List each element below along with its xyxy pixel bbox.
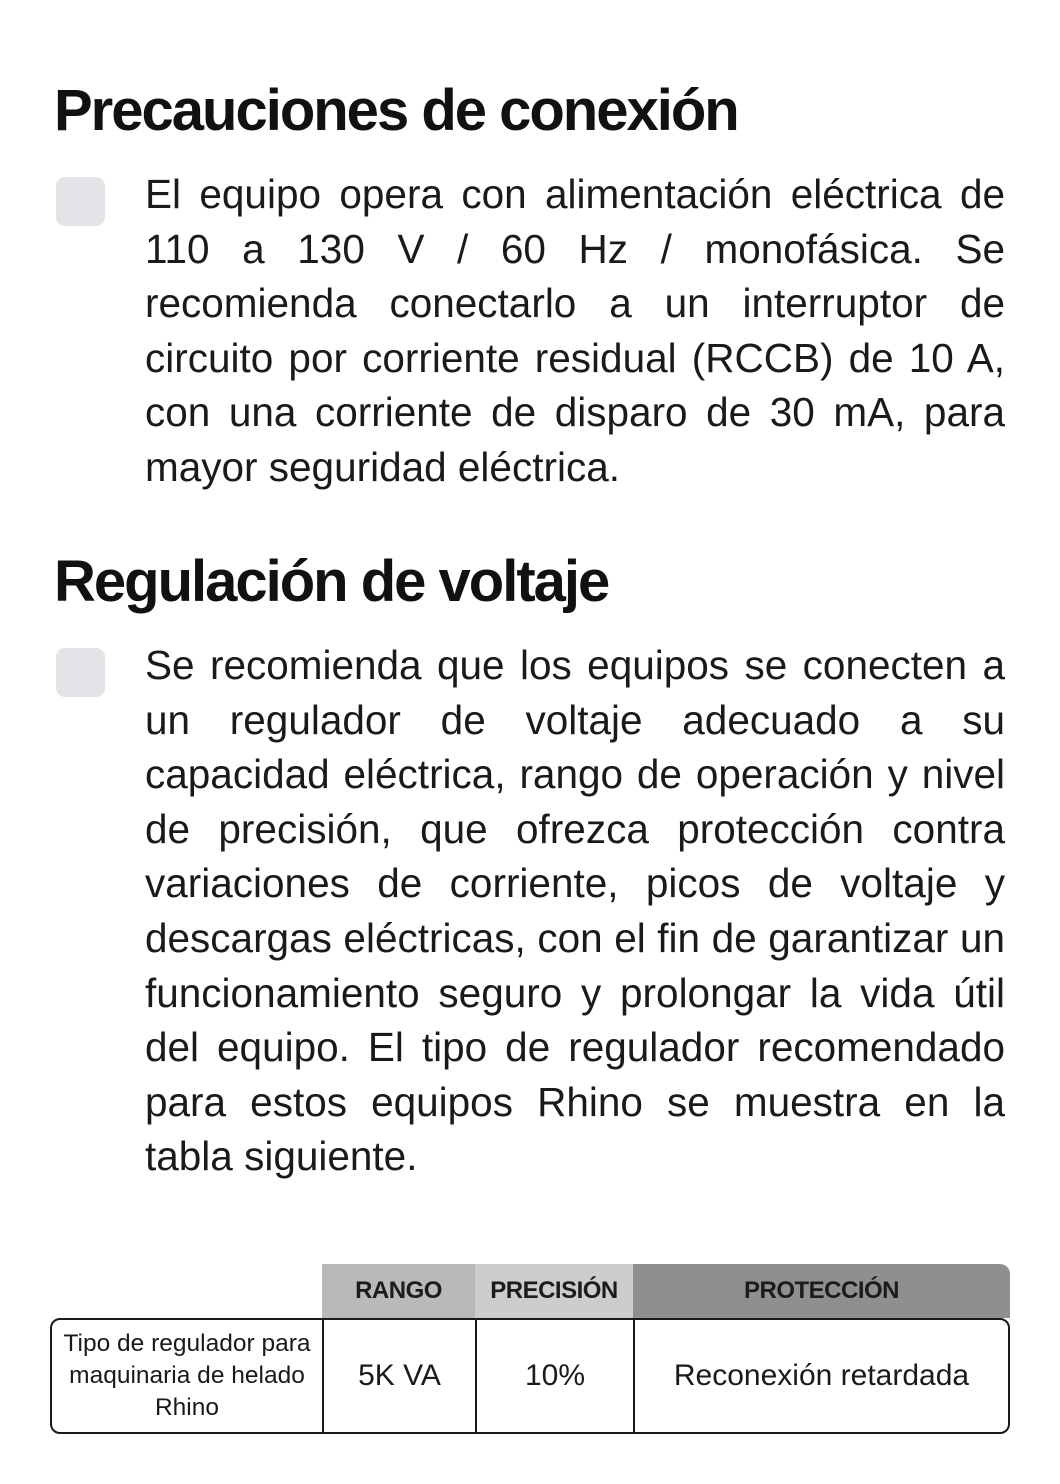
regulator-table (50, 1264, 1010, 1434)
bullet-marker (56, 177, 105, 226)
table-cell-rango: 5K VA (324, 1320, 477, 1432)
table-header-precision: PRECISIÓN (475, 1264, 633, 1318)
bullet-marker (56, 648, 105, 697)
table-header-rango: RANGO (322, 1264, 475, 1318)
section-body-conexion: El equipo opera con alimentación eléctrica de 110 a 130 V / 60 Hz / monofásica. Se recomienda conectarlo a un interruptor de circuito por corriente residual (RCCB) de 10 A, con una corriente de disparo de 30 mA, para mayor seguridad eléctrica. (145, 171, 1005, 490)
section-heading-conexion: Precauciones de conexión (54, 78, 738, 143)
table-cell-label: Tipo de regulador para maquinaria de helado Rhino (52, 1320, 324, 1432)
section-body-regulacion: Se recomienda que los equipos se conecten a un regulador de voltaje adecuado a su capacidad eléctrica, rango de operación y nivel de precisión, que ofrezca protección contra variaciones de corriente, picos de voltaje y descargas eléctricas, con el fin de garantizar un funcionamiento seguro y prolongar la vida útil del equipo. El tipo de regulador recomendado para estos equipos Rhino se muestra en la tabla siguiente. (145, 642, 1005, 1180)
table-header-proteccion: PROTECCIÓN (633, 1264, 1010, 1318)
table-cell-precision: 10% (477, 1320, 635, 1432)
table-cell-proteccion: Reconexión retardada (673, 1359, 970, 1392)
section-heading-regulacion: Regulación de voltaje (54, 549, 609, 614)
table-row (50, 1318, 1010, 1434)
